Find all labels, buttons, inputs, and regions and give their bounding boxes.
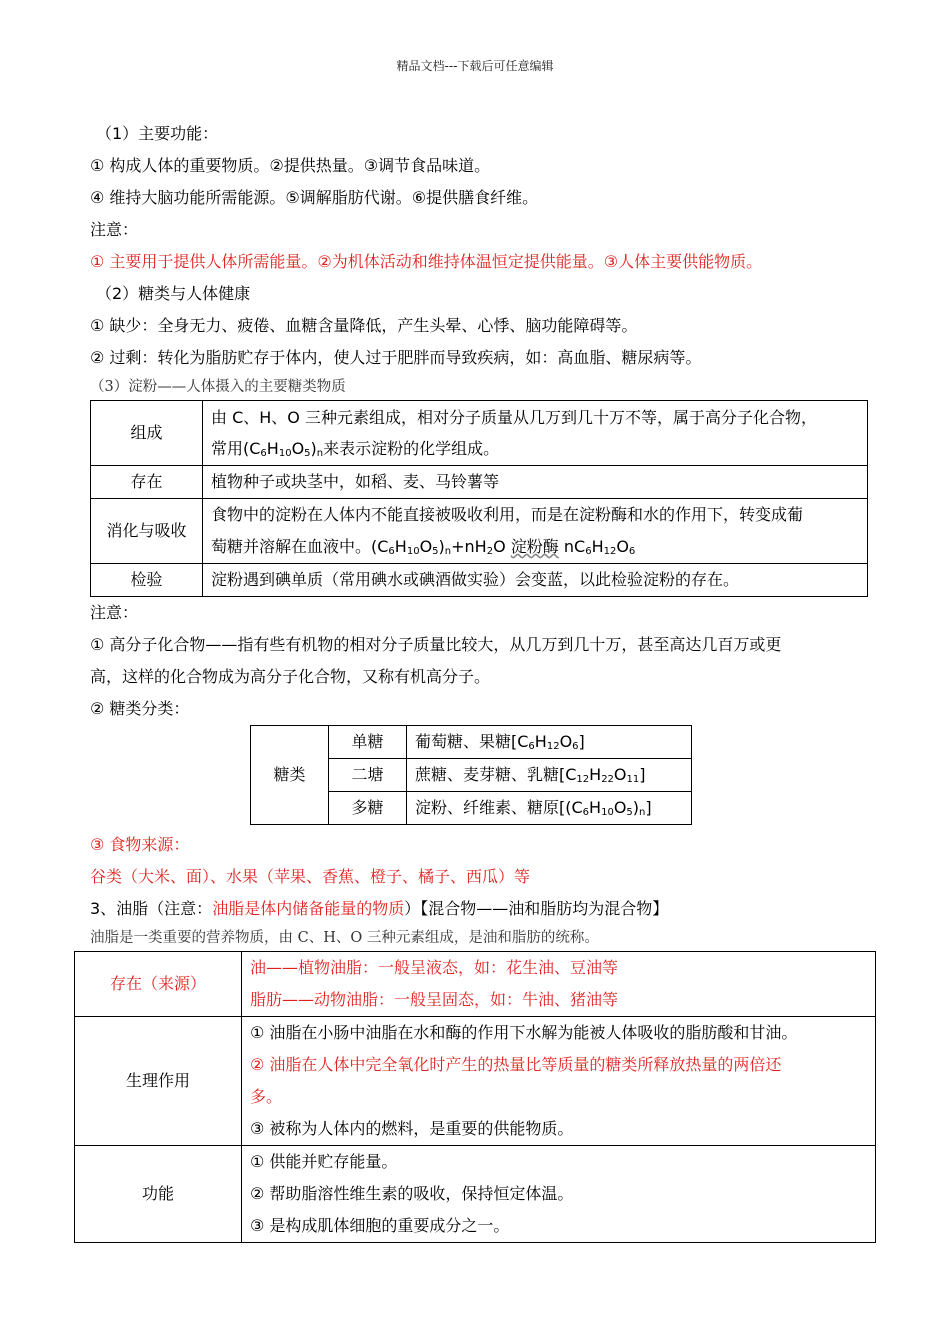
row-key: 检验 — [91, 564, 203, 597]
sugar-examples: 葡萄糖、果糖$[C_6H_{12}O_6]$ — [407, 726, 692, 759]
table-row — [91, 401, 868, 466]
sugar-type: 二塘 — [329, 759, 407, 792]
sugar-group: 糖类 — [251, 726, 329, 825]
function-line-1: ① 构成人体的重要物质。②提供热量。③调节食品味道。 — [90, 156, 491, 175]
sugar-examples: 淀粉、纤维素、糖原$[(C_6H_{10}O_5)_n]$ — [407, 792, 692, 825]
section-2-title: （2）糖类与人体健康 — [96, 284, 251, 303]
row-key: 存在 — [91, 466, 203, 499]
polymer-line-2: 高，这样的化合物成为高分子化合物，又称有机高分子。 — [90, 667, 491, 686]
row-value: 由 C、H、O 三种元素组成，相对分子质量从几万到几十万不等，属于高分子化合物， 常用$(C_6H_{10}O_5)_n$来表示淀粉的化学组成。 — [203, 401, 868, 466]
document-body — [90, 118, 870, 1243]
page-header: 精品文档---下载后可任意编辑 — [396, 59, 554, 73]
enzyme-label: 淀粉酶 — [510, 537, 559, 556]
section-3-title: （3）淀粉——人体摄入的主要糖类物质 — [90, 379, 346, 395]
table-row — [75, 952, 876, 1017]
row-key: 功能 — [75, 1146, 242, 1243]
table-row — [91, 499, 868, 564]
sugar-examples: 蔗糖、麦芽糖、乳糖$[C_{12}H_{22}O_{11}]$ — [407, 759, 692, 792]
row-value: 油——植物油脂：一般呈液态，如：花生油、豆油等 脂肪——动物油脂：一般呈固态，如：牛油、猪油等 — [242, 952, 876, 1017]
food-source-title: ③ 食物来源： — [90, 835, 190, 854]
fat-table — [74, 951, 876, 1243]
note-label-2: 注意： — [90, 603, 139, 622]
table-row — [251, 726, 692, 759]
excess-line: ② 过剩：转化为脂肪贮存于体内，使人过于肥胖而导致疾病，如：高血脂、糖尿病等。 — [90, 348, 702, 367]
table-row — [75, 1017, 876, 1146]
row-key: 生理作用 — [75, 1017, 242, 1146]
starch-table — [90, 400, 868, 597]
sugar-table — [250, 725, 692, 825]
row-value: ① 供能并贮存能量。 ② 帮助脂溶性维生素的吸收，保持恒定体温。 ③ 是构成肌体细胞的重要成分之一。 — [242, 1146, 876, 1243]
section-1-title: （1）主要功能： — [96, 124, 219, 143]
row-key: 消化与吸收 — [91, 499, 203, 564]
sugar-classification-label: ② 糖类分类： — [90, 699, 190, 718]
row-key: 存在（来源） — [75, 952, 242, 1017]
row-value: 植物种子或块茎中，如稻、麦、马铃薯等 — [203, 466, 868, 499]
fat-title: 3、油脂（注意：油脂是体内储备能量的物质）【混合物——油和脂肪均为混合物】 — [90, 899, 669, 918]
table-row — [75, 1146, 876, 1243]
fat-intro: 油脂是一类重要的营养物质，由 C、H、O 三种元素组成，是油和脂肪的统称。 — [90, 930, 599, 946]
table-row — [91, 466, 868, 499]
function-line-2: ④ 维持大脑功能所需能源。⑤调解脂肪代谢。⑥提供膳食纤维。 — [90, 188, 539, 207]
polymer-line-1: ① 高分子化合物——指有些有机物的相对分子质量比较大，从几万到几十万，甚至高达几百万或更 — [90, 635, 782, 654]
row-value: ① 油脂在小肠中油脂在水和酶的作用下水解为能被人体吸收的脂肪酸和甘油。 ② 油脂在人体中完全氧化时产生的热量比等质量的糖类所释放热量的两倍还 多。 ③ 被称为人体内的燃料，是重要的供能物质。 — [242, 1017, 876, 1146]
food-source-line: 谷类（大米、面）、水果（苹果、香蕉、橙子、橘子、西瓜）等 — [90, 867, 531, 886]
sugar-type: 多糖 — [329, 792, 407, 825]
row-key: 组成 — [91, 401, 203, 466]
deficiency-line: ① 缺少：全身无力、疲倦、血糖含量降低，产生头晕、心悸、脑功能障碍等。 — [90, 316, 638, 335]
table-row — [91, 564, 868, 597]
row-value: 食物中的淀粉在人体内不能直接被吸收利用，而是在淀粉酶和水的作用下，转变成葡 萄糖并溶解在血液中。$(C_6H_{10}O_5)_n+nH_2O$ 淀粉酶 $nC_6H_{12}O_6$ — [203, 499, 868, 564]
sugar-type: 单糖 — [329, 726, 407, 759]
row-value: 淀粉遇到碘单质（常用碘水或碘酒做实验）会变蓝，以此检验淀粉的存在。 — [203, 564, 868, 597]
note-red-line: ① 主要用于提供人体所需能量。②为机体活动和维持体温恒定提供能量。③人体主要供能物质。 — [90, 252, 763, 271]
note-label: 注意： — [90, 220, 139, 239]
